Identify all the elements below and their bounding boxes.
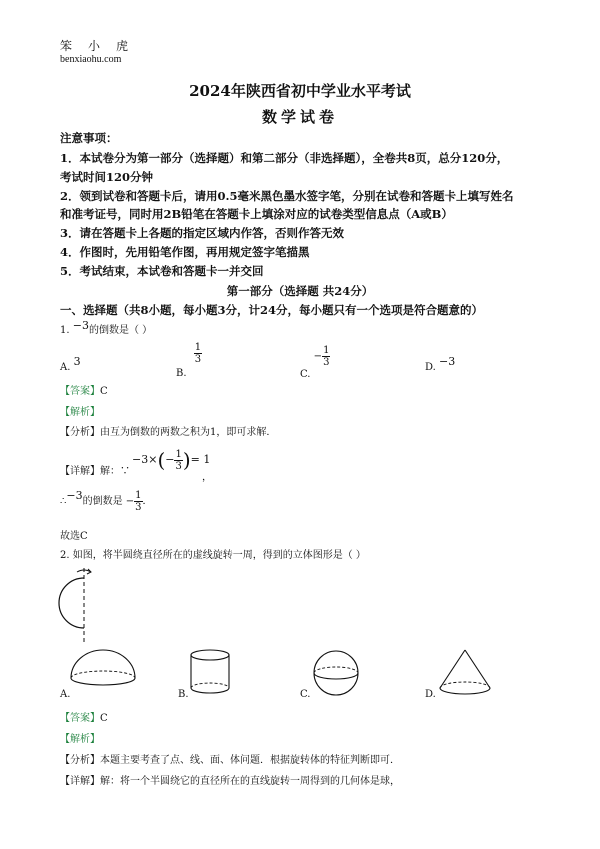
- q1-detail-label: 【详解】解：∵: [60, 466, 130, 477]
- q2-answer: 【答案】C: [60, 713, 108, 724]
- watermark-name: 笨 小 虎: [60, 39, 131, 53]
- q1-option-b: B. $\frac{1}{3}$: [176, 342, 202, 379]
- q2-stem: 2. 如图，将半圆绕直径所在的虚线旋转一周，得到的立体图形是（ ）: [60, 550, 366, 561]
- q2-jiexi-tag: 【解析】: [60, 734, 100, 745]
- q2-option-a-hemisphere: [68, 648, 138, 688]
- section-heading: 一、选择题（共8小题，每小题3分，计24分，每小题只有一个选项是符合题意的）: [60, 303, 484, 317]
- part1-title: 第一部分（选择题 共24分）: [226, 284, 374, 298]
- notes-item: 1．本试卷分为第一部分（选择题）和第二部分（非选择题），全卷共8页，总分120分，: [60, 151, 509, 165]
- q2-option-d-cone: [437, 648, 493, 698]
- q1-detail-comma: ，: [202, 472, 212, 483]
- q2-semicircle-figure: [55, 566, 105, 646]
- q1-option-d: D. −3: [425, 355, 456, 373]
- q2-option-c-label: C.: [300, 689, 311, 700]
- q2-option-b-cylinder: [188, 648, 238, 698]
- exam-subtitle: 数学试卷: [261, 108, 338, 126]
- q2-option-b-label: B.: [178, 689, 189, 700]
- exam-title: 2024年陕西省初中学业水平考试: [189, 82, 411, 100]
- q2-option-d-label: D.: [425, 689, 436, 700]
- watermark-url: benxiaohu.com: [60, 54, 122, 65]
- q1-detail-expression: −3×(− $\frac{1}{3}$ )= 1: [132, 448, 211, 472]
- q1-therefore: ∴−3的倒数是 − $\frac{1}{3}$ ．: [60, 489, 153, 513]
- q1-stem: 1. −3的倒数是（ ）: [60, 319, 153, 336]
- q2-analysis: 【分析】本题主要考查了点、线、面、体问题．根据旋转体的特征判断即可．: [60, 755, 400, 766]
- notes-heading: 注意事项：: [60, 131, 118, 145]
- notes-item: 5．考试结束，本试卷和答题卡一并交回: [60, 264, 264, 278]
- notes-item: 和准考证号，同时用2B铅笔在答题卡上填涂对应的试卷类型信息点（A或B）: [60, 207, 453, 221]
- q1-answer: 【答案】C: [60, 386, 108, 397]
- q1-option-c: C. − $\frac{1}{3}$: [300, 345, 330, 380]
- q1-option-a: A. 3: [60, 355, 81, 373]
- q2-detail: 【详解】解：将一个半圆绕它的直径所在的直线旋转一周得到的几何体是球，: [60, 776, 400, 787]
- notes-item: 3．请在答题卡上各题的指定区域内作答，否则作答无效: [60, 226, 344, 240]
- q2-option-a-label: A.: [60, 689, 71, 700]
- q1-analysis: 【分析】由互为倒数的两数之积为1，即可求解．: [60, 427, 277, 438]
- q1-conclusion: 故选C: [60, 531, 88, 542]
- q1-jiexi-tag: 【解析】: [60, 407, 100, 418]
- notes-item: 2．领到试卷和答题卡后，请用0.5毫米黑色墨水签字笔，分别在试卷和答题卡上填写姓名: [60, 189, 514, 203]
- q2-option-c-sphere: [312, 650, 362, 698]
- notes-item: 4．作图时，先用铅笔作图，再用规定签字笔描黑: [60, 245, 310, 259]
- notes-item: 考试时间120分钟: [60, 170, 154, 184]
